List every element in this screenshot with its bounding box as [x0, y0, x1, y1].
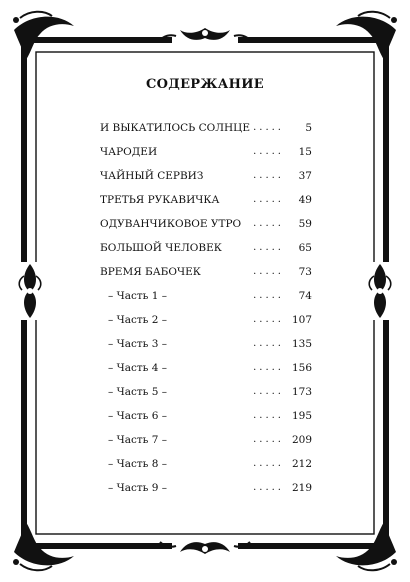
toc-entry: [100, 120, 312, 136]
toc-entry-leader: .....: [253, 386, 284, 397]
toc-entry-page: 73: [298, 266, 312, 278]
toc-entry: [100, 144, 312, 160]
toc-entry-label: – Часть 5 –: [108, 386, 167, 398]
toc-entry-label: ВРЕМЯ БАБОЧЕК: [100, 266, 201, 278]
toc-entry-label: – Часть 8 –: [108, 458, 167, 470]
toc-entry-page: 59: [298, 218, 312, 230]
toc-entry-leader: .....: [253, 266, 284, 277]
toc-entry: [100, 240, 312, 256]
toc-entry-label: – Часть 6 –: [108, 410, 167, 422]
toc-entry-leader: .....: [253, 482, 284, 493]
toc-entry-leader: .....: [253, 314, 284, 325]
toc-entry-leader: .....: [253, 170, 284, 181]
toc-entry: [100, 264, 312, 280]
toc-entry-label: – Часть 3 –: [108, 338, 167, 350]
toc-subentry: [100, 288, 312, 304]
toc-subentry: [100, 312, 312, 328]
toc-entry-leader: .....: [253, 362, 284, 373]
toc-entry-page: 209: [291, 434, 312, 446]
toc-entry-leader: .....: [253, 410, 284, 421]
toc-entry-leader: .....: [253, 458, 284, 469]
toc-entry-label: – Часть 2 –: [108, 314, 167, 326]
toc-entry-page: 65: [298, 242, 312, 254]
toc-entry-page: 74: [298, 290, 312, 302]
toc-entry-leader: .....: [253, 290, 284, 301]
toc-subentry: [100, 480, 312, 496]
toc-entry-page: 49: [298, 194, 312, 206]
toc-entry-label: – Часть 7 –: [108, 434, 167, 446]
toc-entry-label: БОЛЬШОЙ ЧЕЛОВЕК: [100, 242, 222, 254]
toc-entry-label: И ВЫКАТИЛОСЬ СОЛНЦЕ: [100, 122, 250, 134]
toc-entry-page: 173: [291, 386, 312, 398]
toc-entry-label: ОДУВАНЧИКОВОЕ УТРО: [100, 218, 242, 230]
toc-subentry: [100, 336, 312, 352]
toc-entry-page: 5: [305, 122, 312, 134]
toc-entry-label: ТРЕТЬЯ РУКАВИЧКА: [100, 194, 220, 206]
toc-entry-leader: .....: [253, 218, 284, 229]
toc-entry-page: 156: [291, 362, 312, 374]
toc-entry-label: ЧАРОДЕИ: [100, 146, 158, 158]
toc-entry-page: 37: [298, 170, 312, 182]
toc-entry-leader: .....: [253, 242, 284, 253]
toc-subentry: [100, 432, 312, 448]
toc-entry-leader: .....: [253, 434, 284, 445]
toc-entry: [100, 168, 312, 184]
toc-entry-page: 219: [291, 482, 312, 494]
toc-entry-label: ЧАЙНЫЙ СЕРВИЗ: [100, 170, 204, 182]
toc-entry-leader: .....: [253, 146, 284, 157]
toc-entry: [100, 216, 312, 232]
toc-entry-page: 107: [291, 314, 312, 326]
toc-entry-label: – Часть 1 –: [108, 290, 167, 302]
toc-entry-leader: .....: [253, 338, 284, 349]
toc-subentry: [100, 384, 312, 400]
toc-entry-page: 212: [291, 458, 312, 470]
toc-entry-page: 15: [298, 146, 312, 158]
toc-subentry: [100, 360, 312, 376]
toc-entry-label: – Часть 9 –: [108, 482, 167, 494]
toc-entry-leader: .....: [253, 194, 284, 205]
toc-subentry: [100, 408, 312, 424]
toc-subentry: [100, 456, 312, 472]
toc-entry-leader: .....: [253, 122, 284, 133]
toc-entry: [100, 192, 312, 208]
toc-entry-page: 135: [291, 338, 312, 350]
toc-entry-label: – Часть 4 –: [108, 362, 167, 374]
toc-entry-page: 195: [291, 410, 312, 422]
page-title: СОДЕРЖАНИЕ: [145, 77, 265, 92]
